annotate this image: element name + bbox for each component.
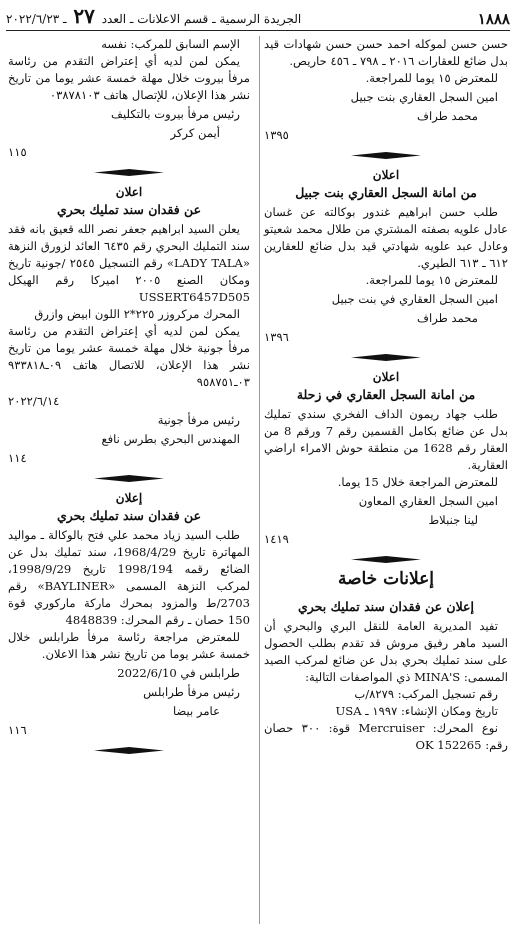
separator xyxy=(8,475,250,482)
gazette-title-prefix: الجريدة الرسمية ـ قسم الاعلانات ـ العدد xyxy=(101,12,302,26)
spec-line: الإسم السابق للمركب: نفسه xyxy=(101,37,240,51)
notice-subheading: من امانة السجل العقاري بنت جبيل xyxy=(295,185,477,200)
notice-text: يعلن السيد ابراهيم جعفر نصر الله قعيق بانه فقد سند التمليك البحري رقم ٦٤٣٥ العائد لزورق النزهة «LADY TALA» رقم التسجيل ٢٥٤٥ /جونية تاريخ ومكان الصنع ٢٠٠٥ اميركا رقم الهيكل USSERT6457D505 xyxy=(8,222,250,304)
separator xyxy=(264,354,508,361)
notice-heading: اعلان xyxy=(372,370,400,384)
notice-heading: اعلان xyxy=(115,185,143,199)
notice-heading: إعلان xyxy=(115,491,143,505)
signatory-title: رئيس مرفأ بيروت بالتكليف xyxy=(110,107,240,121)
spec-line: تاريخ ومكان الإنشاء: ١٩٩٧ ـ USA xyxy=(335,704,498,718)
notice-text: طلب حسن ابراهيم غندور بوكالته عن غسان عادل علويه بصفته المشتري من طلال محمد شعيتو وعادل عبد علويه شهادتي قيد بدل ضائع للعقارين ٦١٢ ـ ٦١٣ الطيري. xyxy=(264,205,508,270)
signatory-name: أيمن كركر xyxy=(170,126,220,140)
notice-subheading: عن فقدان سند تمليك بحري xyxy=(56,202,202,217)
signatory-name: لينا جنبلاط xyxy=(428,513,478,527)
objection-text: للمعترض مراجعة رئاسة مرفأ طرابلس خلال خمسة عشر يوما من تاريخ نشر هذا الاعلان. xyxy=(8,630,250,661)
notice-subheading: من امانة السجل العقاري في زحلة xyxy=(296,387,476,402)
signatory-name: عامر بيضا xyxy=(172,704,220,718)
objection-text: يمكن لمن لديه أي إعتراض التقدم من رئاسة مرفأ جونية خلال مهلة خمسة عشر يوما من تاريخ نشر هذا الإعلان، للاتصال هاتف ٠٩ـ٩٣٣٨١٨ ٠٣ـ٩٥٨٧٥١ xyxy=(8,324,250,389)
signatory-name: المهندس البحري بطرس نافع xyxy=(101,432,240,446)
notice-number: ١٣٩٦ xyxy=(264,330,289,344)
signatory-name: محمد طراف xyxy=(416,109,478,123)
signatory-title: رئيس مرفأ طرابلس xyxy=(143,685,240,699)
signatory-title: امين السجل العقاري بنت جبيل xyxy=(350,90,498,104)
notice-date: طرابلس في 2022/6/10 xyxy=(117,666,240,680)
issue-number: ٢٧ xyxy=(73,4,95,28)
signatory-name: محمد طراف xyxy=(416,311,478,325)
objection-text: للمعترض ١٥ يوما للمراجعة. xyxy=(365,71,498,85)
notice-number: ١١٤ xyxy=(8,451,27,465)
notice-number: ١٤١٩ xyxy=(264,532,289,546)
separator xyxy=(264,152,508,159)
objection-text: للمعترض ١٥ يوما للمراجعة. xyxy=(365,273,498,287)
page-number: ١٨٨٨ xyxy=(477,10,510,28)
notice-text: تفيد المديرية العامة للنقل البري والبحري أن السيد ماهر رفيق مروش قد تقدم بطلب الحصول على سند تمليك بحري بدل عن ضائع لمركب الصيد المسمى: MINA'S ذي المواصفات التالية: xyxy=(264,619,508,684)
left-column xyxy=(8,36,250,762)
issue-date: ـ ٢٠٢٢/٦/٢٣ xyxy=(6,12,67,26)
notice-number: ١٣٩٥ xyxy=(264,128,289,142)
notice-subheading: إعلان عن فقدان سند تمليك بحري xyxy=(297,599,474,614)
notice-subheading: عن فقدان سند تمليك بحري xyxy=(56,508,202,523)
engine-line: المحرك مركروزر ٢٢٥*٢ اللون ابيض وازرق xyxy=(34,307,240,321)
objection-text: يمكن لمن لديه أي إعتراض التقدم من رئاسة مرفأ بيروت خلال مهلة خمسة عشر يوما من تاريخ نشر هذا الإعلان، للإتصال هاتف ٠٣٨٧٨١٠٣ xyxy=(8,54,250,102)
signatory-title: امين السجل العقاري في بنت جبيل xyxy=(331,292,498,306)
signatory-title: امين السجل العقاري المعاون xyxy=(358,494,498,508)
notice-number: ١١٥ xyxy=(8,145,27,159)
notice-text: حسن حسن لموكله احمد حسن حسن شهادات قيد بدل ضائع للعقارات ٢٠١٦ ـ ٧٩٨ ـ ٤٥٦ حاريص. xyxy=(264,37,508,68)
separator xyxy=(264,556,508,563)
separator xyxy=(8,169,250,176)
page-header xyxy=(6,6,510,31)
signatory-title: رئيس مرفأ جونية xyxy=(157,413,240,427)
notice-date: ٢٠٢٢/٦/١٤ xyxy=(8,394,60,408)
spec-line: رقم تسجيل المركب: ٨٢٧٩/ب xyxy=(354,687,498,701)
notice-text: طلب السيد زياد محمد علي فتح بالوكالة ـ مواليد المهاترة تاريخ 1968/4/29، سند تمليك بدل عن الضائع رقمه 1998/194 تاريخ 1998/9/29، لمركب النزهة المسمى «BAYLINER» رقم 2703/ط والمزود بمحرك ماركة ماركوري قوة 150 حصان ـ رقم المحرك: 4848839 xyxy=(8,528,250,627)
column-divider xyxy=(259,36,260,924)
separator xyxy=(8,747,250,754)
section-title: إعلانات خاصة xyxy=(337,569,435,589)
spec-line: نوع المحرك: Mercruiser قوة: ٣٠٠ حصان رقم: OK 152265 xyxy=(264,721,508,752)
right-column xyxy=(264,36,508,754)
notice-heading: اعلان xyxy=(372,168,400,182)
gazette-title xyxy=(6,4,301,28)
notice-number: ١١٦ xyxy=(8,723,27,737)
notice-text: طلب جهاد ريمون الداف الفخري سندي تمليك بدل عن ضائع بكامل القسمين رقم 7 ورقم 8 من العقار رقم 1628 من منطقة حوش الامراء اراضي العقارية. xyxy=(264,407,509,472)
objection-text: للمعترض المراجعة خلال 15 يوما. xyxy=(337,475,498,489)
